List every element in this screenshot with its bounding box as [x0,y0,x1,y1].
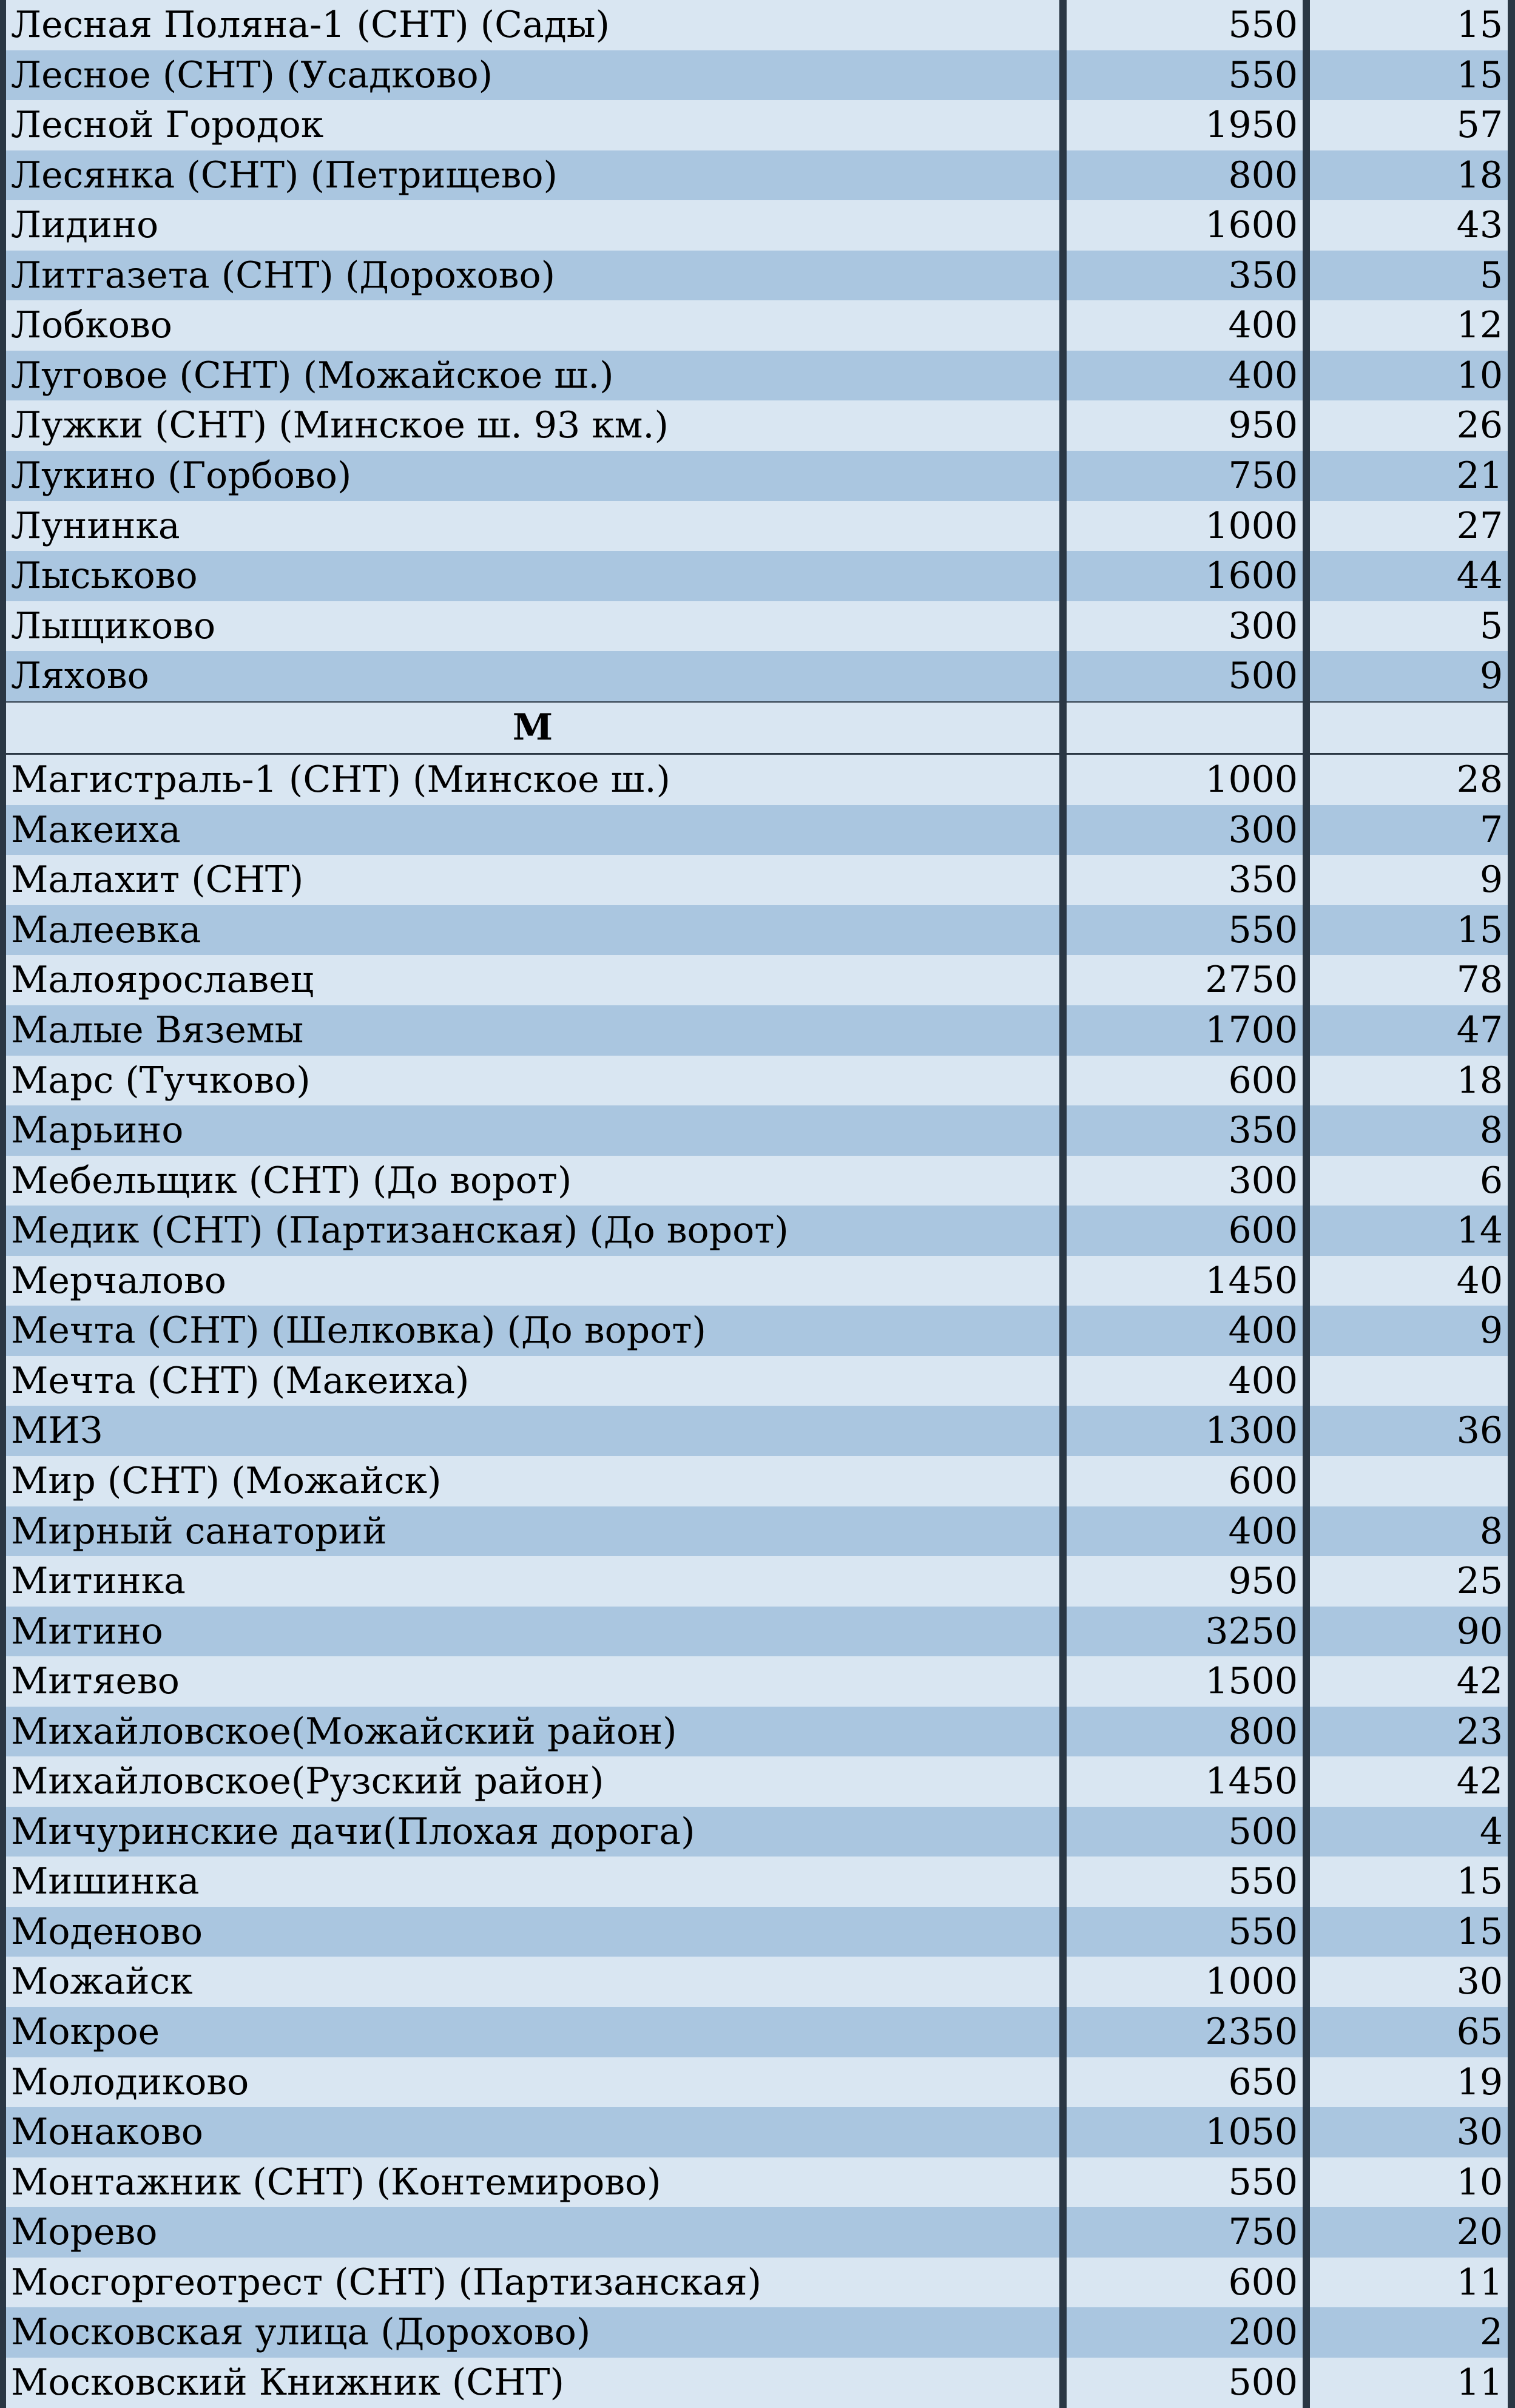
row-value-a-cell: 1050 [1067,2107,1303,2157]
table-row [0,2207,1515,2258]
row-value-b-cell: 43 [1310,200,1508,251]
row-value-a-cell: 350 [1067,855,1303,905]
row-value-a-cell: 400 [1067,351,1303,401]
table-row [0,1807,1515,1857]
table-row [0,200,1515,251]
row-value-b-cell: 30 [1310,2107,1508,2157]
table-row [0,955,1515,1005]
row-name-cell: Лукино (Горбово) [6,451,1059,501]
row-value-b-cell: 14 [1310,1206,1508,1256]
table-row [0,1306,1515,1356]
table-row [0,1456,1515,1506]
row-name-cell: Лесной Городок [6,100,1059,150]
row-value-a-cell: 300 [1067,805,1303,855]
table-row [0,905,1515,956]
row-name-cell: Магистраль-1 (СНТ) (Минское ш.) [6,755,1059,805]
row-value-a-cell: 1500 [1067,1656,1303,1707]
row-value-a-cell: 400 [1067,300,1303,351]
row-value-b-cell: 12 [1310,300,1508,351]
row-value-b-cell: 15 [1310,905,1508,956]
row-name-cell: Мерчалово [6,1256,1059,1306]
row-value-b-cell: 20 [1310,2207,1508,2258]
row-value-a-cell: 550 [1067,1907,1303,1957]
row-value-a-cell: 550 [1067,0,1303,50]
row-value-b-cell: 23 [1310,1707,1508,1757]
row-value-b-cell: 36 [1310,1406,1508,1456]
table-row [0,1256,1515,1306]
row-value-b-cell: 42 [1310,1656,1508,1707]
row-value-a-cell: 950 [1067,400,1303,451]
row-value-a-cell: 1450 [1067,1756,1303,1807]
table-row [0,1506,1515,1557]
row-value-b-cell: 27 [1310,501,1508,551]
row-name-cell: Лужки (СНТ) (Минское ш. 93 км.) [6,400,1059,451]
table-row [0,1957,1515,2007]
row-name-cell: Лесная Поляна-1 (СНТ) (Сады) [6,0,1059,50]
row-name-cell: Можайск [6,1957,1059,2007]
table-row [0,1707,1515,1757]
table-row [0,1156,1515,1206]
table-row [0,300,1515,351]
row-value-a-cell: 500 [1067,651,1303,701]
row-value-a-cell: 2750 [1067,955,1303,1005]
row-value-b-cell: 15 [1310,1907,1508,1957]
table-row [0,1356,1515,1406]
table-row [0,651,1515,701]
row-value-b-cell: 8 [1310,1506,1508,1557]
table-row [0,1756,1515,1807]
row-value-b-cell: 15 [1310,50,1508,101]
row-value-b-cell: 19 [1310,2057,1508,2108]
row-value-b-cell: 11 [1310,2258,1508,2308]
row-name-cell: Лунинка [6,501,1059,551]
table-row [0,1056,1515,1106]
row-value-b-cell: 57 [1310,100,1508,150]
row-value-b-cell: 7 [1310,805,1508,855]
table-row [0,2358,1515,2408]
row-value-a-cell: 1700 [1067,1005,1303,1056]
row-name-cell: Монаково [6,2107,1059,2157]
row-name-cell: Михайловское(Рузский район) [6,1756,1059,1807]
table-row [0,1857,1515,1907]
row-value-a-cell: 200 [1067,2307,1303,2358]
table-row [0,150,1515,201]
row-name-cell: Лесное (СНТ) (Усадково) [6,50,1059,101]
row-name-cell: Московский Книжник (СНТ) [6,2358,1059,2408]
row-value-a-cell: 400 [1067,1506,1303,1557]
row-value-b-cell: 25 [1310,1556,1508,1607]
row-value-a-cell: 1600 [1067,200,1303,251]
table-row [0,2107,1515,2157]
row-name-cell: Луговое (СНТ) (Можайское ш.) [6,351,1059,401]
row-value-a-cell: 500 [1067,1807,1303,1857]
row-name-cell: Лыщиково [6,601,1059,652]
row-value-b-cell: 8 [1310,1105,1508,1156]
table-row [0,2007,1515,2057]
row-value-b-cell: 10 [1310,2157,1508,2208]
row-value-b-cell: 44 [1310,551,1508,601]
row-value-a-cell: 1950 [1067,100,1303,150]
row-value-b-cell: 65 [1310,2007,1508,2057]
row-value-a-cell: 350 [1067,1105,1303,1156]
row-value-b-cell [1310,1456,1508,1506]
row-name-cell: Мир (СНТ) (Можайск) [6,1456,1059,1506]
row-name-cell: Малые Вяземы [6,1005,1059,1056]
row-value-a-cell: 950 [1067,1556,1303,1607]
row-value-a-cell: 650 [1067,2057,1303,2108]
row-value-a-cell: 350 [1067,251,1303,301]
row-name-cell: Московская улица (Дорохово) [6,2307,1059,2358]
table-row [0,501,1515,551]
row-name-cell: Малеевка [6,905,1059,956]
table-row [0,2157,1515,2208]
row-value-a-cell: 1000 [1067,501,1303,551]
section-header-row [0,703,1515,753]
row-name-cell: М [6,703,1059,753]
row-value-b-cell: 78 [1310,955,1508,1005]
table-row [0,100,1515,150]
table-row [0,251,1515,301]
row-value-a-cell: 1450 [1067,1256,1303,1306]
row-value-a-cell: 1600 [1067,551,1303,601]
row-value-b-cell [1310,703,1508,753]
table-row [0,1556,1515,1607]
row-value-b-cell: 10 [1310,351,1508,401]
row-name-cell: Марс (Тучково) [6,1056,1059,1106]
row-name-cell: Мишинка [6,1857,1059,1907]
row-value-a-cell: 600 [1067,1056,1303,1106]
row-name-cell: Мечта (СНТ) (Макеиха) [6,1356,1059,1406]
row-value-a-cell: 2350 [1067,2007,1303,2057]
row-name-cell: Медик (СНТ) (Партизанская) (До ворот) [6,1206,1059,1256]
row-value-b-cell: 4 [1310,1807,1508,1857]
row-value-a-cell: 600 [1067,2258,1303,2308]
table-row [0,50,1515,101]
row-name-cell: Морево [6,2207,1059,2258]
row-value-a-cell [1067,703,1303,753]
row-value-b-cell: 18 [1310,1056,1508,1106]
row-value-b-cell: 30 [1310,1957,1508,2007]
table-row [0,601,1515,652]
row-name-cell: Мосгоргеотрест (СНТ) (Партизанская) [6,2258,1059,2308]
row-name-cell: Молодиково [6,2057,1059,2108]
row-name-cell: Лидино [6,200,1059,251]
table-row [0,1105,1515,1156]
row-value-a-cell: 1000 [1067,1957,1303,2007]
row-value-b-cell: 5 [1310,251,1508,301]
row-value-b-cell: 18 [1310,150,1508,201]
row-value-a-cell: 300 [1067,601,1303,652]
row-value-b-cell: 21 [1310,451,1508,501]
row-name-cell: Митинка [6,1556,1059,1607]
table-row [0,351,1515,401]
row-value-a-cell: 300 [1067,1156,1303,1206]
row-name-cell: Мебельщик (СНТ) (До ворот) [6,1156,1059,1206]
table-row [0,451,1515,501]
row-value-b-cell: 28 [1310,755,1508,805]
row-value-a-cell: 750 [1067,451,1303,501]
table-row [0,1005,1515,1056]
row-value-b-cell: 9 [1310,651,1508,701]
table-row [0,1907,1515,1957]
row-value-b-cell: 15 [1310,1857,1508,1907]
table-row [0,551,1515,601]
row-value-a-cell: 800 [1067,150,1303,201]
row-value-b-cell: 47 [1310,1005,1508,1056]
row-name-cell: Литгазета (СНТ) (Дорохово) [6,251,1059,301]
row-value-a-cell: 400 [1067,1306,1303,1356]
table-row [0,1607,1515,1657]
row-value-b-cell: 90 [1310,1607,1508,1657]
table-row [0,1206,1515,1256]
row-value-b-cell: 6 [1310,1156,1508,1206]
row-value-a-cell: 3250 [1067,1607,1303,1657]
row-name-cell: Мокрое [6,2007,1059,2057]
row-value-b-cell: 40 [1310,1256,1508,1306]
row-name-cell: Михайловское(Можайский район) [6,1707,1059,1757]
row-name-cell: МИЗ [6,1406,1059,1456]
table-row [0,400,1515,451]
table-row [0,805,1515,855]
row-name-cell: Малоярославец [6,955,1059,1005]
row-value-a-cell: 500 [1067,2358,1303,2408]
row-value-b-cell [1310,1356,1508,1406]
row-name-cell: Лобково [6,300,1059,351]
row-name-cell: Мечта (СНТ) (Шелковка) (До ворот) [6,1306,1059,1356]
table-row [0,0,1515,50]
row-value-a-cell: 750 [1067,2207,1303,2258]
row-value-b-cell: 2 [1310,2307,1508,2358]
row-value-b-cell: 42 [1310,1756,1508,1807]
row-name-cell: Ляхово [6,651,1059,701]
table-row [0,2057,1515,2108]
row-name-cell: Мирный санаторий [6,1506,1059,1557]
row-value-b-cell: 11 [1310,2358,1508,2408]
row-name-cell: Митяево [6,1656,1059,1707]
table-row [0,2307,1515,2358]
row-name-cell: Мичуринские дачи(Плохая дорога) [6,1807,1059,1857]
row-value-b-cell: 5 [1310,601,1508,652]
row-value-a-cell: 800 [1067,1707,1303,1757]
row-name-cell: Моденово [6,1907,1059,1957]
row-value-a-cell: 600 [1067,1206,1303,1256]
table-row [0,1406,1515,1456]
row-name-cell: Макеиха [6,805,1059,855]
row-value-b-cell: 26 [1310,400,1508,451]
row-value-a-cell: 550 [1067,905,1303,956]
row-value-a-cell: 1000 [1067,755,1303,805]
row-value-a-cell: 600 [1067,1456,1303,1506]
row-value-b-cell: 9 [1310,855,1508,905]
table-row [0,2258,1515,2308]
row-value-a-cell: 400 [1067,1356,1303,1406]
table-row [0,855,1515,905]
table-row [0,1656,1515,1707]
row-value-a-cell: 1300 [1067,1406,1303,1456]
row-value-a-cell: 550 [1067,1857,1303,1907]
table-row [0,755,1515,805]
row-value-a-cell: 550 [1067,50,1303,101]
row-name-cell: Монтажник (СНТ) (Контемирово) [6,2157,1059,2208]
row-name-cell: Лесянка (СНТ) (Петрищево) [6,150,1059,201]
row-name-cell: Лыськово [6,551,1059,601]
row-value-a-cell: 550 [1067,2157,1303,2208]
row-name-cell: Малахит (СНТ) [6,855,1059,905]
row-value-b-cell: 9 [1310,1306,1508,1356]
row-name-cell: Митино [6,1607,1059,1657]
row-name-cell: Марьино [6,1105,1059,1156]
row-value-b-cell: 15 [1310,0,1508,50]
